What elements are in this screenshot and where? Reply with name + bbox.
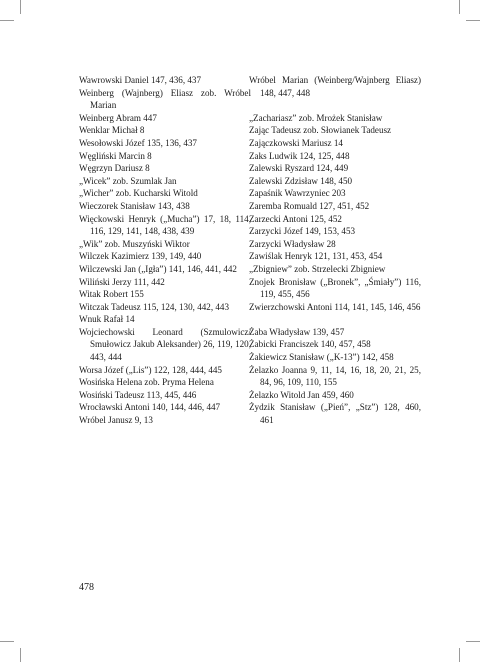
index-entry: Żydzik Stanisław („Pień”, „Stz”) 128, 460, 461 bbox=[249, 402, 421, 426]
index-entry: Wojciechowski Leonard (Szmulowicz/ Smułowicz Jakub Aleksander) 26, 119, 120, 443, 444 bbox=[79, 326, 251, 363]
crop-mark bbox=[459, 0, 460, 14]
index-entry: „Zachariasz” zob. Mrożek Stanisław bbox=[249, 112, 383, 123]
index-entry: Żakiewicz Stanisław („K-13”) 142, 458 bbox=[249, 352, 394, 363]
index-column-right bbox=[249, 74, 421, 427]
page-number: 478 bbox=[79, 582, 94, 593]
index-entry: Zaremba Romuald 127, 451, 452 bbox=[249, 200, 370, 211]
index-entry: Wiliński Jerzy 111, 442 bbox=[79, 276, 165, 287]
index-entry: Wrocławski Antoni 140, 144, 446, 447 bbox=[79, 402, 221, 413]
index-entry: Wesołowski Józef 135, 136, 437 bbox=[79, 137, 197, 148]
index-entry: Żelazko Witold Jan 459, 460 bbox=[249, 389, 354, 400]
index-entry: Wosiński Tadeusz 113, 445, 446 bbox=[79, 389, 197, 400]
index-entry: Wenklar Michał 8 bbox=[79, 125, 145, 136]
index-entry: Zalewski Ryszard 124, 449 bbox=[249, 163, 349, 174]
index-entry: Weinberg Abram 447 bbox=[79, 112, 157, 123]
index-entry: Więckowski Henryk („Mucha”) 17, 18, 114, 116, 129, 141, 148, 438, 439 bbox=[79, 213, 251, 237]
crop-mark bbox=[466, 641, 480, 642]
index-entry: Weinberg (Wajnberg) Eliasz zob. Wróbel Marian bbox=[79, 87, 251, 111]
index-entry: „Zbigniew” zob. Strzelecki Zbigniew bbox=[249, 263, 386, 274]
index-entry: Wilczek Kazimierz 139, 149, 440 bbox=[79, 251, 202, 262]
index-entry: Wawrowski Daniel 147, 436, 437 bbox=[79, 75, 202, 85]
index-entry: Wilczewski Jan („Igła”) 141, 146, 441, 442 bbox=[79, 263, 237, 274]
index-entry: Wróbel Marian (Weinberg/Wajnberg Eliasz) 148, 447, 448 bbox=[249, 75, 421, 98]
crop-mark bbox=[20, 0, 21, 14]
index-entry: Zając Tadeusz zob. Słowianek Tadeusz bbox=[249, 125, 392, 136]
section-gap bbox=[249, 313, 421, 326]
index-entry: Witak Robert 155 bbox=[79, 289, 144, 300]
index-entry: Zwierzchowski Antoni 114, 141, 145, 146, 456 bbox=[249, 301, 421, 312]
index-entry: Wieczorek Stanisław 143, 438 bbox=[79, 200, 190, 211]
index-entry: Zaks Ludwik 124, 125, 448 bbox=[249, 150, 350, 161]
crop-mark bbox=[459, 648, 460, 662]
index-entry: Zarzycki Józef 149, 153, 453 bbox=[249, 226, 356, 237]
crop-mark bbox=[20, 648, 21, 662]
index-entry: Żaba Władysław 139, 457 bbox=[249, 326, 345, 337]
index-entry: Witczak Tadeusz 115, 124, 130, 442, 443 bbox=[79, 301, 230, 312]
index-entry: Żelazko Joanna 9, 11, 14, 16, 18, 20, 21, 25, 84, 96, 109, 110, 155 bbox=[249, 364, 421, 388]
section-gap bbox=[249, 99, 421, 112]
index-entry: Zalewski Zdzisław 148, 450 bbox=[249, 175, 353, 186]
index-column-left bbox=[79, 74, 251, 427]
index-entry: Zarzycki Władysław 28 bbox=[249, 238, 336, 249]
index-entry: „Wicher” zob. Kucharski Witold bbox=[79, 188, 198, 199]
index-entry: Żabicki Franciszek 140, 457, 458 bbox=[249, 339, 371, 350]
index-entry: Znojek Bronisław („Bronek”, „Śmiały”) 116, 119, 455, 456 bbox=[249, 276, 421, 300]
index-entry: Węgrzyn Dariusz 8 bbox=[79, 163, 150, 174]
crop-mark bbox=[466, 20, 480, 21]
index-entry: Zajączkowski Mariusz 14 bbox=[249, 137, 343, 148]
index-entry: Węgliński Marcin 8 bbox=[79, 150, 152, 161]
index-entry: Zarzecki Antoni 125, 452 bbox=[249, 213, 342, 224]
crop-mark bbox=[0, 20, 14, 21]
index-entry: Zawiślak Henryk 121, 131, 453, 454 bbox=[249, 251, 383, 262]
index-entry: Wróbel Janusz 9, 13 bbox=[79, 415, 153, 426]
index-entry: Wnuk Rafał 14 bbox=[79, 314, 135, 325]
index-entry: Wosińska Helena zob. Pryma Helena bbox=[79, 377, 214, 388]
crop-mark bbox=[0, 641, 14, 642]
index-entry: „Wicek” zob. Szumlak Jan bbox=[79, 175, 177, 186]
index-entry: „Wik” zob. Muszyński Wiktor bbox=[79, 238, 190, 249]
index-entry: Worsa Józef („Lis”) 122, 128, 444, 445 bbox=[79, 364, 222, 375]
index-entry: Zapaśnik Wawrzyniec 203 bbox=[249, 188, 346, 199]
